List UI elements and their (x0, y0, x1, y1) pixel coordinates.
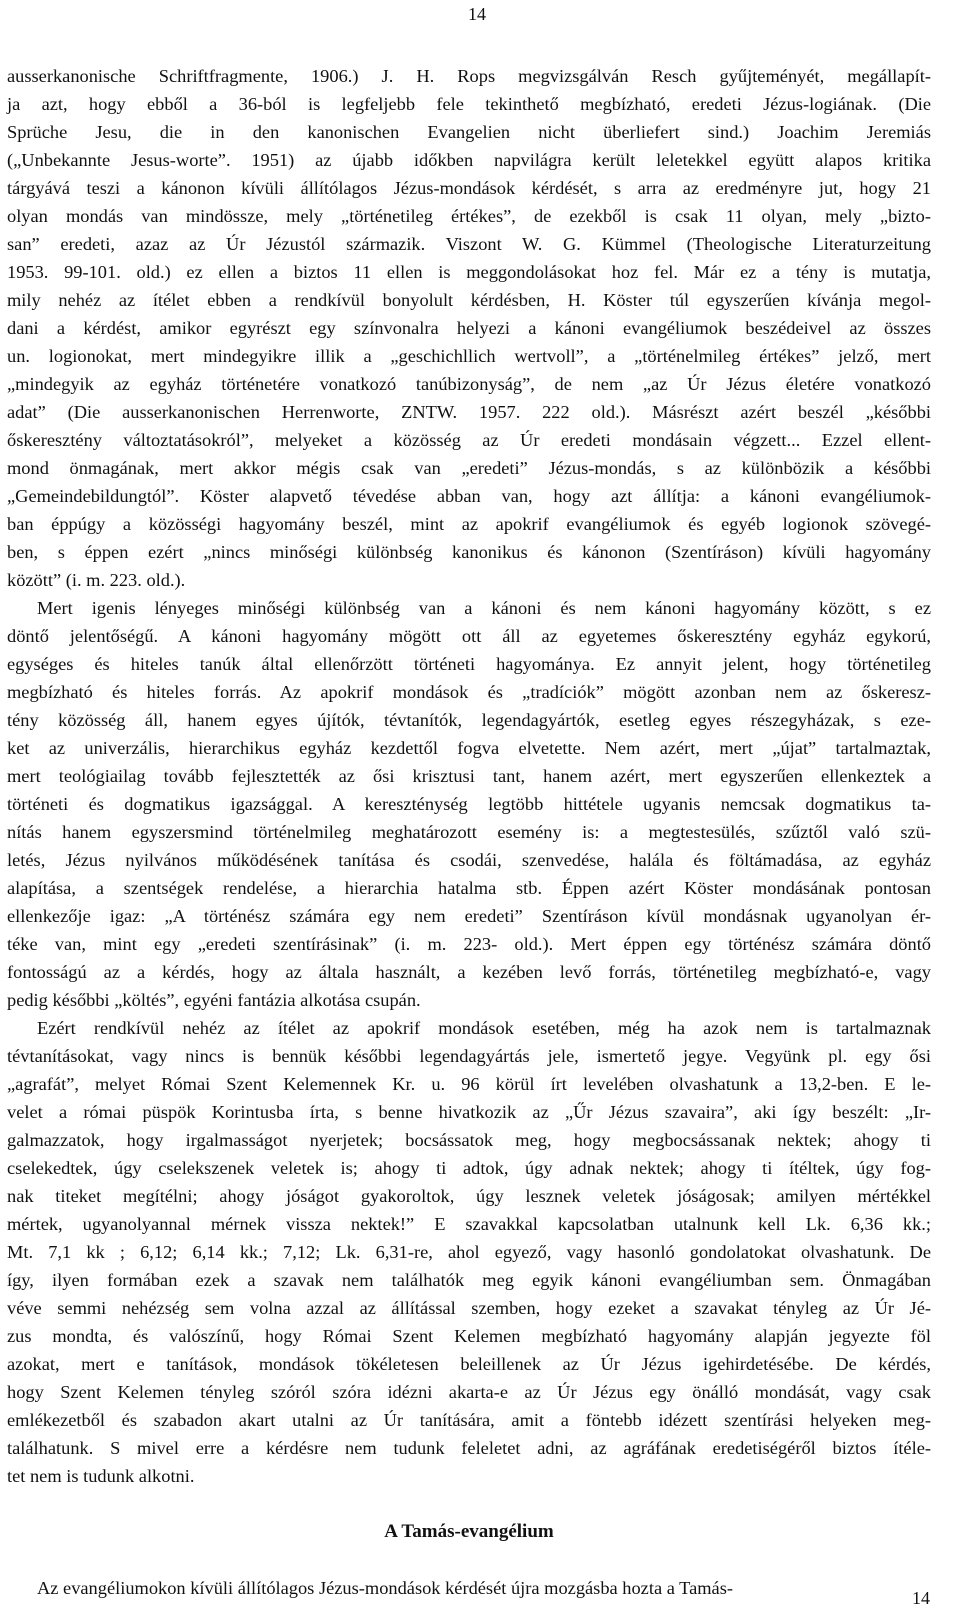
text-line: nítás hanem egyszersmind történelmileg meghatározott esemény is: a megtestesülés, szűztől való szü- (7, 822, 931, 842)
text-line: velet a római püspök Korintusba írta, s benne hivatkozik az „Űr Jézus szavaira”, aki így beszélt: „Ir- (7, 1102, 931, 1122)
text-line: zus mondta, és valószínű, hogy Római Szent Kelemen megbízható hagyomány alapján jegyezte föl (7, 1326, 931, 1346)
text-line: Az evangéliumokon kívüli állítólagos Jézus-mondások kérdését újra mozgásba hozta a Tamás- (37, 1578, 733, 1598)
text-line: tény közösség áll, hanem egyes újítók, tévtanítók, legendagyártók, esetleg egyes részegyházak, s eze- (7, 710, 931, 730)
text-line: galmazzatok, hogy irgalmasságot nyerjetek; bocsássatok meg, hogy megbocsássanak nektek; ahogy ti (7, 1130, 931, 1150)
text-line: Ezért rendkívül nehéz az ítélet az apokrif mondások esetében, még ha azok nem is tartalmaznak (37, 1018, 931, 1038)
body-text (7, 62, 931, 1602)
section-spacer (7, 1490, 931, 1518)
text-line: olyan mondás van mindössze, mely „történetileg értékes”, de ezekből is csak 11 olyan, mely „bizto- (7, 206, 931, 226)
text-line: un. logionokat, mert mindegyikre illik a „geschichllich wertvoll”, a „történelmileg értékes” jelző, mert (7, 346, 931, 366)
text-line: ellenkezője igaz: „A történész számára egy nem eredeti” Szentíráson kívül mondásnak ugyanolyan ér- (7, 906, 931, 926)
paragraph-lines (7, 62, 931, 1490)
page-number-bottom: 14 (912, 1588, 930, 1608)
text-line: hogy Szent Kelemen tényleg szóról szóra idézni akarta-e az Úr Jézus egy önálló mondását, vagy csak (7, 1382, 931, 1402)
text-line: nak titeket megítélni; ahogy jóságot gyakoroltok, úgy lesznek veletek jóságosak; amilyen mértékkel (7, 1186, 931, 1206)
text-line: mértek, ugyanolyannal mérnek vissza nektek!” E szavakkal kapcsolatban utalnunk kell Lk. 6,36 kk.; (7, 1214, 931, 1234)
text-line: ja azt, hogy ebből a 36-ból is legfeljebb fele tekinthető megbízható, eredeti Jézus-logiának. (Die (7, 94, 931, 114)
text-line: ausserkanonische Schriftfragmente, 1906.) J. H. Rops megvizsgálván Resch gyűjteményét, megállapít- (7, 66, 931, 86)
text-line: dani a kérdést, amikor egyrészt egy színvonalra helyezi a kánoni evangéliumok beszédeivel az összes (7, 318, 931, 338)
text-line: adat” (Die ausserkanonischen Herrenworte, ZNTW. 1957. 222 old.). Másrészt azért beszél „későbbi (7, 402, 931, 422)
text-line: egységes és hiteles tanúk által ellenőrzött történeti hagyománya. Ez annyit jelent, hogy történetileg (7, 654, 931, 674)
text-line: megbízható és hiteles forrás. Az apokrif mondások és „tradíciók” mögött azonban nem az őskeresz- (7, 682, 931, 702)
text-line: Sprüche Jesu, die in den kanonischen Evangelien nicht überliefert sind.) Joachim Jeremiás (7, 122, 931, 142)
text-line: alapítása, a szentségek rendelése, a hierarchia hatalma stb. Éppen azért Köster mondásának pontosan (7, 878, 931, 898)
text-line: mond önmagának, mert akkor mégis csak van „eredeti” Jézus-mondás, s az különbözik a későbbi (7, 458, 931, 478)
text-line: 1953. 99-101. old.) ez ellen a biztos 11 ellen is meggondolásokat hoz fel. Már ez a tény is mutatja, (7, 262, 931, 282)
text-line: Mt. 7,1 kk ; 6,12; 6,14 kk.; 7,12; Lk. 6,31-re, ahol egyező, vagy hasonló gondolatokat olvashatunk. De (7, 1242, 931, 1262)
text-line: tévtanításokat, vagy nincs is bennük későbbi legendagyártás jele, ismertető jegye. Vegyünk pl. egy ősi (7, 1046, 931, 1066)
text-line: azokat, mert e tanítások, mondások tökéletesen beleillenek az Úr Jézus igehirdetésébe. De kérdés, (7, 1354, 931, 1374)
text-line: tárgyává teszi a kánonon kívüli állítólagos Jézus-mondások kérdését, s arra az eredményre jut, hogy 21 (7, 178, 931, 198)
section-spacer (7, 1546, 931, 1574)
text-line: téke van, mint egy „eredeti szentírásinak” (i. m. 223- old.). Mert éppen egy történész számára döntő (7, 934, 931, 954)
text-line: véve semmi nehézség sem volna azzal az állítással szemben, hogy ezeket a szavakat tényleg az Úr Jé- (7, 1298, 931, 1318)
text-line: történeti és dogmatikus igazsággal. A kereszténység legtöbb hittétele ugyanis nemcsak dogmatikus ta- (7, 794, 931, 814)
text-line: ban éppúgy a közösségi hagyomány beszél, mint az apokrif evangéliumok és egyéb logionok szövegé- (7, 514, 931, 534)
text-line: ben, s éppen ezért „nincs minőségi különbség kanonikus és kánonon (Szentíráson) kívüli hagyomány (7, 542, 931, 562)
text-line: („Unbekannte Jesus-worte”. 1951) az újabb időkben napvilágra került leletekkel együtt alapos kritika (7, 150, 931, 170)
text-line: tet nem is tudunk alkotni. (7, 1466, 195, 1486)
text-line: „agrafát”, melyet Római Szent Kelemennek Kr. u. 96 körül írt levelében olvashatunk a 13,2-ben. E le- (7, 1074, 931, 1094)
text-line: mily nehéz az ítélet ebben a rendkívül bonyolult kérdésben, H. Köster túl egyszerűen kívánja megol- (7, 290, 931, 310)
text-line: letés, Jézus nyilvános működésének tanítása és csodái, szenvedése, halála és föltámadása, az egyház (7, 850, 931, 870)
text-line: döntő jelentőségű. A kánoni hagyomány mögött ott áll az egyetemes őskeresztény egyház egykorú, (7, 626, 931, 646)
text-line: Mert igenis lényeges minőségi különbség van a kánoni és nem kánoni hagyomány között, s ez (37, 598, 931, 618)
text-line: cselekedtek, úgy cselekszenek veletek is; ahogy ti adtok, úgy adnak nektek; ahogy ti ítéltek, úgy fog- (7, 1158, 931, 1178)
text-line: pedig későbbi „költés”, egyéni fantázia alkotása csupán. (7, 990, 421, 1010)
text-line: őskeresztény változtatásokról”, melyeket a közösség az Úr eredeti mondásain végzett... Ezzel ellent- (7, 430, 931, 450)
section-heading: A Tamás-evangélium (384, 1521, 554, 1542)
text-line: találhatunk. S mivel erre a kérdésre nem tudunk feleletet adni, az agráfának eredetiségéről biztos ítéle- (7, 1438, 931, 1458)
text-line: san” eredeti, azaz az Úr Jézustól származik. Viszont W. G. Kümmel (Theologische Literaturzeitung (7, 234, 931, 254)
text-line: fontosságú az a kérdés, hogy az általa használt, a kezében levő forrás, történetileg megbízható-e, vagy (7, 962, 931, 982)
page-number-top: 14 (468, 4, 486, 24)
text-line: „Gemeindebildungtól”. Köster alapvető tévedése abban van, hogy azt állítja: a kánoni evangéliumok- (7, 486, 931, 506)
text-line: „mindegyik az egyház történetére vonatkozó tanúbizonyság”, de nem „az Úr Jézus életére vonatkozó (7, 374, 931, 394)
text-line: mert teológiailag tovább fejlesztették az ősi krisztusi tant, hanem azért, mert egyszerűen ellenkeztek a (7, 766, 931, 786)
text-line: emlékezetből és szabadon akart utalni az Úr tanítására, amit a föntebb idézett szentírási helyeken meg- (7, 1410, 931, 1430)
text-line: ket az univerzális, hierarchikus egyház kezdettől fogva elvetette. Nem azért, mert „újat” tartalmaztak, (7, 738, 931, 758)
text-line: így, ilyen formában ezek a szavak nem találhatók meg egyik kánoni evangéliumban sem. Önmagában (7, 1270, 931, 1290)
text-line: között” (i. m. 223. old.). (7, 570, 186, 590)
